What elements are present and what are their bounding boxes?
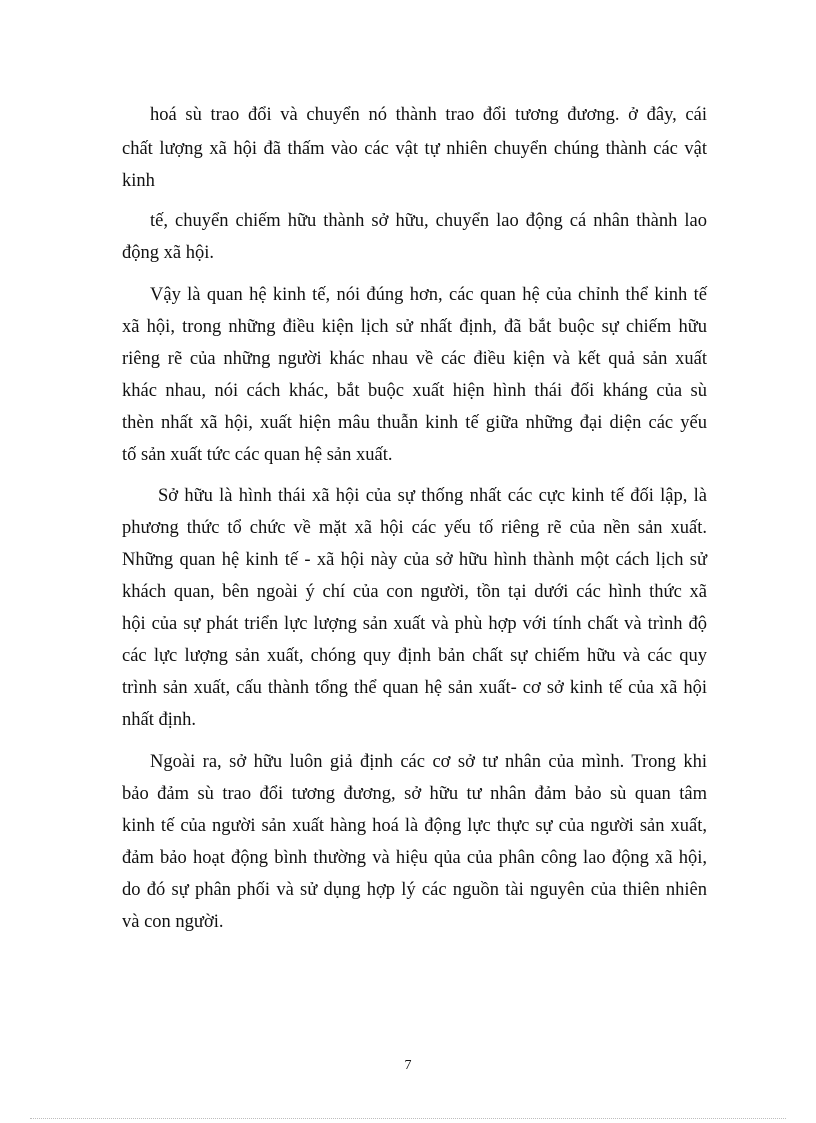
text-line: và con người. (122, 912, 224, 932)
text-line: phương thức tổ chức về mặt xã hội các yếu tố riêng rẽ của nền sản xuất. (122, 518, 707, 538)
text-line: hoá sù trao đổi và chuyển nó thành trao đổi tương đương. ở đây, cái (150, 105, 707, 125)
text-line: nhất định. (122, 710, 196, 730)
text-line: động xã hội. (122, 243, 214, 263)
text-line: hội của sự phát triển lực lượng sản xuất và phù hợp với tính chất và trình độ (122, 614, 707, 634)
text-line: Những quan hệ kinh tế - xã hội này của sở hữu hình thành một cách lịch sử (122, 550, 707, 570)
text-line: bảo đảm sù trao đổi tương đương, sở hữu tư nhân đảm bảo sù quan tâm (122, 784, 707, 804)
text-line: thèn nhất xã hội, xuất hiện mâu thuẫn kinh tế giữa những đại diện các yếu (122, 413, 707, 433)
text-line: đảm bảo hoạt động bình thường và hiệu qủa của phân công lao động xã hội, (122, 848, 707, 868)
text-line: Ngoài ra, sở hữu luôn giả định các cơ sở tư nhân của mình. Trong khi (150, 752, 707, 772)
text-line: kinh (122, 171, 155, 191)
text-line: chất lượng xã hội đã thấm vào các vật tự nhiên chuyển chúng thành các vật (122, 139, 707, 159)
text-line: tế, chuyển chiếm hữu thành sở hữu, chuyển lao động cá nhân thành lao (150, 211, 707, 231)
text-line: kinh tế của người sản xuất hàng hoá là động lực thực sự của người sản xuất, (122, 816, 707, 836)
text-line: các lực lượng sản xuất, chóng quy định bản chất sự chiếm hữu và các quy (122, 646, 707, 666)
text-line: do đó sự phân phối và sử dụng hợp lý các nguồn tài nguyên của thiên nhiên (122, 880, 707, 900)
text-line: xã hội, trong những điều kiện lịch sử nhất định, đã bắt buộc sự chiếm hữu (122, 317, 707, 337)
text-line: khách quan, bên ngoài ý chí của con người, tồn tại dưới các hình thức xã (122, 582, 707, 602)
text-line: khác nhau, nói cách khác, bắt buộc xuất hiện hình thái đối kháng của sù (122, 381, 707, 401)
text-line: trình sản xuất, cấu thành tổng thể quan hệ sản xuất- cơ sở kinh tế của xã hội (122, 678, 707, 698)
text-line: Vậy là quan hệ kinh tế, nói đúng hơn, các quan hệ của chỉnh thể kinh tế (150, 285, 707, 305)
text-line: tố sản xuất tức các quan hệ sản xuất. (122, 445, 393, 465)
page-number: 7 (404, 1058, 412, 1073)
text-line: Sở hữu là hình thái xã hội của sự thống nhất các cực kinh tế đối lập, là (158, 486, 707, 506)
page-bottom-divider (30, 1118, 786, 1119)
text-line: riêng rẽ của những người khác nhau về các điều kiện và kết quả sản xuất (122, 349, 707, 369)
